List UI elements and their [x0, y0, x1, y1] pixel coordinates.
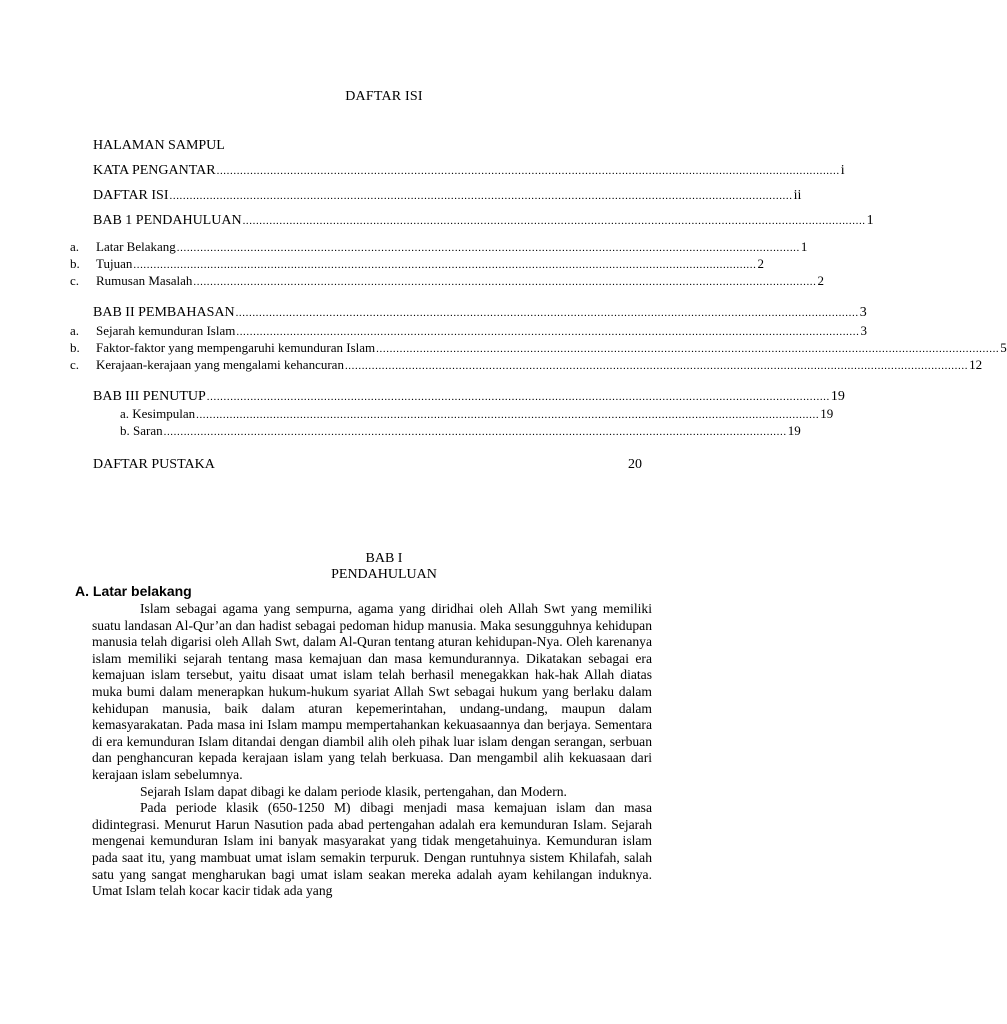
- toc-entry-rumusan-masalah: [70, 272, 825, 290]
- toc-leader-dots: ..........................................................................................................................................................................................: [193, 276, 817, 288]
- toc-page-number: 1: [800, 239, 808, 254]
- chapter-number: BAB I: [365, 551, 403, 566]
- toc-leader-dots: ..........................................................................................................................................................................................: [376, 343, 1000, 355]
- toc-leader-dots: ..........................................................................................................................................................................................: [196, 409, 820, 421]
- toc-leader-dots: ..........................................................................................................................................................................................: [242, 215, 866, 227]
- toc-entry-faktor-faktor: [70, 339, 1007, 357]
- toc-entry-saran: [70, 422, 801, 440]
- toc-entry-daftar-isi: [70, 187, 802, 205]
- toc-page-number: 20: [628, 457, 642, 472]
- toc-entry-label: BAB 1 PENDAHULUAN: [93, 213, 242, 228]
- toc-list-marker: a.: [70, 323, 80, 338]
- toc-entry-bab-3: [70, 388, 845, 406]
- toc-page-number: 2: [757, 256, 764, 271]
- toc-title: DAFTAR ISI: [345, 89, 423, 104]
- toc-page-number: 3: [860, 323, 867, 338]
- toc-entry-label: Tujuan: [96, 256, 133, 271]
- toc-page-number: 1: [866, 213, 874, 228]
- body-text: [92, 601, 652, 900]
- toc-leader-dots: ..........................................................................................................................................................................................: [235, 307, 859, 319]
- toc-leader-dots: ..........................................................................................................................................................................................: [169, 190, 793, 202]
- toc-page-number: 19: [820, 406, 834, 421]
- toc-entry-label: DAFTAR ISI: [93, 188, 169, 203]
- toc-leader-dots: ..........................................................................................................................................................................................: [344, 360, 969, 372]
- toc-list-marker: b.: [70, 340, 80, 355]
- toc-leader-dots: ..........................................................................................................................................................................................: [133, 259, 757, 271]
- toc-leader-dots: ..........................................................................................................................................................................................: [176, 242, 800, 254]
- toc-entry-kerajaan: [70, 356, 983, 374]
- toc-entry-latar-belakang: [70, 238, 808, 256]
- toc-entry-daftar-pustaka: [70, 456, 642, 474]
- section-heading: A. Latar belakang: [75, 583, 192, 599]
- toc-entry-bab-1: [70, 212, 874, 230]
- toc-entry-halaman-sampul: [70, 137, 642, 155]
- toc-page-number: 19: [787, 423, 801, 438]
- toc-page-number: i: [840, 163, 845, 178]
- toc-page-number: 3: [859, 305, 867, 320]
- toc-leader-dots: ..........................................................................................................................................................................................: [163, 426, 787, 438]
- toc-entry-label: DAFTAR PUSTAKA: [93, 457, 215, 472]
- toc-page-number: 12: [969, 357, 983, 372]
- toc-list-marker: a.: [70, 239, 80, 254]
- toc-entry-label: a. Kesimpulan: [120, 406, 196, 421]
- toc-entry-label: HALAMAN SAMPUL: [93, 138, 225, 153]
- toc-page-number: 19: [830, 389, 845, 404]
- paragraph: Pada periode klasik (650-1250 M) dibagi menjadi masa kemajuan islam dan masa didintegrasi. Menurut Harun Nasution pada abad pertengahan adalah era kemunduran Islam. Sejarah mengenai kemunduran Islam ini banyak masyarakat yang tidak mengetahuinya. Kemunduran islam pada saat itu, yang mambuat umat islam semakin terpuruk. Dengan runtuhnya sistem Khilafah, salah satu yang sangat mengharukan bagi umat islam seakan mereka adalah ayam kehilangan induknya. Umat Islam telah kocar kacir tidak ada yang: [92, 800, 652, 899]
- toc-entry-tujuan: [70, 255, 764, 273]
- toc-entry-label: BAB III PENUTUP: [93, 389, 206, 404]
- toc-page-number: 5: [1000, 340, 1007, 355]
- toc-entry-label: Kerajaan-kerajaan yang mengalami kehancuran: [96, 357, 344, 372]
- toc-list-marker: c.: [70, 273, 80, 288]
- paragraph: Islam sebagai agama yang sempurna, agama yang diridhai oleh Allah Swt yang memiliki suatu landasan Al-Qur’an dan hadist sebagai pedoman hidup manusia. Maka sesungguhnya kehidupan manusia telah digarisi oleh Allah Swt, dalam Al-Quran tentang aturan kehidupan-Nya. Oleh karenanya islam memiliki sejarah tentang masa kemajuan dan masa kemundurannya. Dikatakan sebagai era kemajuan islam tersebut, yaitu disaat umat islam telah berhasil menegakkan hak-hak Allah diatas muka bumi dalam menerapkan hukum-hukum syariat Allah Swt sebagai hukum yang berlaku dalam kehidupan manusia, baik dalam aturan kepemerintahan, undang-undang, maupun dalam kemasyarakatan. Pada masa ini Islam mampu mempertahankan kekuasaannya dan berjaya. Sementara di era kemunduran Islam ditandai dengan diambil alih oleh pihak luar islam dengan serangan, serbuan dan penghancuran kepada kerajaan islam yang telah berkuasa. Dan mengambil alih kekuasaan dari kerajaan islam sebelumnya.: [92, 601, 652, 782]
- toc-list-marker: b.: [70, 256, 80, 271]
- toc-leader-dots: ..........................................................................................................................................................................................: [206, 391, 830, 403]
- toc-entry-label: KATA PENGANTAR: [93, 163, 216, 178]
- toc-entry-label: BAB II PEMBAHASAN: [93, 305, 235, 320]
- toc-entry-label: Sejarah kemunduran Islam: [96, 323, 236, 338]
- toc-entry-bab-2: [70, 304, 867, 322]
- toc-entry-kata-pengantar: [70, 162, 845, 180]
- toc-leader-dots: ..........................................................................................................................................................................................: [216, 165, 840, 177]
- toc-leader-dots: ..........................................................................................................................................................................................: [236, 326, 860, 338]
- toc-page-number: ii: [793, 188, 802, 203]
- toc-list-marker: c.: [70, 357, 80, 372]
- toc-entry-label: Faktor-faktor yang mempengaruhi kemunduran Islam: [96, 340, 376, 355]
- chapter-title: PENDAHULUAN: [331, 567, 437, 582]
- toc-entry-label: Latar Belakang: [96, 239, 176, 254]
- toc-entry-sejarah-kemunduran: [70, 322, 867, 340]
- paragraph: Sejarah Islam dapat dibagi ke dalam periode klasik, pertengahan, dan Modern.: [140, 783, 567, 799]
- toc-entry-label: Rumusan Masalah: [96, 273, 193, 288]
- toc-page-number: 2: [817, 273, 825, 288]
- toc-entry-kesimpulan: [70, 405, 834, 423]
- toc-entry-label: b. Saran: [120, 423, 163, 438]
